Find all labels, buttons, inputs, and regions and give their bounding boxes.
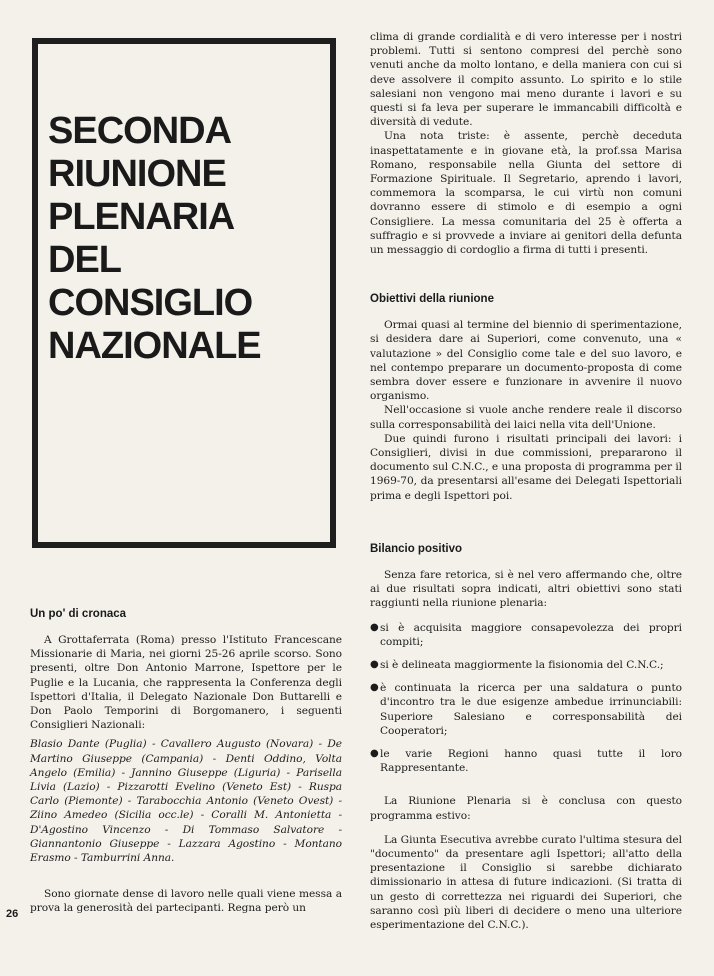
bullet-item [370,621,682,649]
bullet-text: si è delineata maggiormente la fisionomia del C.N.C.; [380,658,664,671]
bullet-item [370,681,682,738]
paragraph-giunta: La Giunta Esecutiva avrebbe curato l'ultima stesura del "documento" da presentare agli Ispettori; all'atto della presentazione il Consiglio si sarebbe dichiarato dimissionario in attesa di future indicazioni. (Si tratta di un gesto di correttezza nei riguardi dei Superiori, che saranno così più liberi di decidere o meno una ulteriore esperimentazione del C.N.C.). [370,833,682,931]
bullet-dot-icon: ● [370,658,379,670]
title-line: DEL [48,239,121,281]
bullet-item [370,658,682,672]
bullet-dot-icon: ● [370,682,379,694]
page-number: 26 [6,908,19,920]
title-line: PLENARIA [48,196,235,238]
paragraph-retorica: Senza fare retorica, si è nel vero affermando che, oltre ai due risultati sopra indicati, altri obiettivi sono stati raggiunti nella riunione plenaria: [370,568,682,610]
bullet-dot-icon: ● [370,747,379,759]
title-box [32,38,336,548]
paragraph-conclusione: La Riunione Plenaria si è conclusa con questo programma estivo: [370,795,682,822]
paragraph-giornate: Sono giornate dense di lavoro nelle quali viene messa a prova la generosità dei partecipanti. Regna però un [30,888,342,915]
paragraph-clima: clima di grande cordialità e di vero interesse per i nostri problemi. Tutti si sentono compresi del perchè sono venuti anche da molto lontano, e della maniera con cui si deve assolvere il compito assunto. Lo spirito e lo stile salesiani non vengono mai meno durante i lavori e su questi si fa leva per superare le immancabili difficoltà e diversità di vedute. [370,31,682,129]
bullet-text: è continuata la ricerca per una saldatura o punto d'incontro tra le due esigenze ambedue irrinunciabili: Superiore Salesiano e corresponsabilità dei Cooperatori; [380,682,682,737]
paragraph-cronaca-intro: A Grottaferrata (Roma) presso l'Istituto Francescane Missionarie di Maria, nei giorni 25-26 aprile scorso. Sono presenti, oltre Don Antonio Marrone, Ispettore per le Puglie e la Lucania, che rappresenta la Conferenza degli Ispettori d'Italia, il Delegato Nazionale Don Buttarelli e Don Paolo Temporini di Borgomanero, i seguenti Consiglieri Nazionali: [30,634,342,732]
left-column [30,608,342,916]
bullet-text: le varie Regioni hanno quasi tutte il loro Rappresentante. [380,747,682,775]
paragraph-occasione: Nell'occasione si vuole anche rendere reale il discorso sulla corresponsabilità dei laici nella vita dell'Unione. [370,404,682,431]
title-line: NAZIONALE [48,325,261,367]
paragraph-risultati: Due quindi furono i risultati principali dei lavori: i Consiglieri, divisi in due commissioni, prepararono il documento sul C.N.C., e una proposta di programma per il 1969-70, da presentarsi all'esame dei Delegati Ispettoriali prima e degli Ispettori poi. [370,432,682,502]
paragraph-consiglieri-list [30,737,342,865]
title-line: SECONDA [48,110,232,152]
section-heading-obiettivi: Obiettivi della riunione [370,293,494,306]
section-heading-cronaca: Un po' di cronaca [30,608,127,620]
consiglieri-names: Blasio Dante (Puglia) - Cavallero Augusto (Novara) - De Martino Giuseppe (Campania) - Denti Oddino, Volta Angelo (Emilia) - Jannino Giuseppe (Liguria) - Parisella Livia (Lazio) - Pizzarotti Evelino (Veneto Est) - Ruspa Carlo (Piemonte) - Tarabocchia Antonio (Veneto Ovest) - Ziino Amedeo (Sicilia occ.le) - Coralli M. Antonietta - D'Agostino Vincenzo - Di Tommaso Salvatore - Giannantonio Giuseppe - Lazzara Agostino - Montano Erasmo - Tamburrini Anna. [30,738,342,865]
title-line: CONSIGLIO [48,282,253,324]
bullet-text: si è acquisita maggiore consapevolezza dei propri compiti; [380,621,682,648]
title-line: RIUNIONE [48,153,226,195]
bullet-dot-icon: ● [370,621,379,633]
paragraph-biennio: Ormai quasi al termine del biennio di sperimentazione, si desidera dare ai Superiori, come convenuto, una « valutazione » del Consiglio come tale e del suo lavoro, e nel contempo preparare un documento-proposta di come sembra dover essere e funzionare in avvenire il nuovo organismo. [370,319,682,403]
section-heading-bilancio: Bilancio positivo [370,542,463,555]
paragraph-nota-triste: Una nota triste: è assente, perchè deceduta inaspettatamente e in giovane età, la prof.ssa Marisa Romano, responsabile nella Giunta del settore di Formazione Spirituale. Il Segretario, aprendo i lavori, commemora la scomparsa, le cui virtù non comuni dovranno essere di stimolo e di esempio a ogni Consigliere. La messa comunitaria del 25 è offerta a suffragio e si provvede a inviare ai genitori della defunta un messaggio di cordoglio a firma di tutti i presenti. [370,130,682,257]
bullet-item [370,747,682,775]
article-title [48,110,338,368]
right-column [370,30,682,932]
